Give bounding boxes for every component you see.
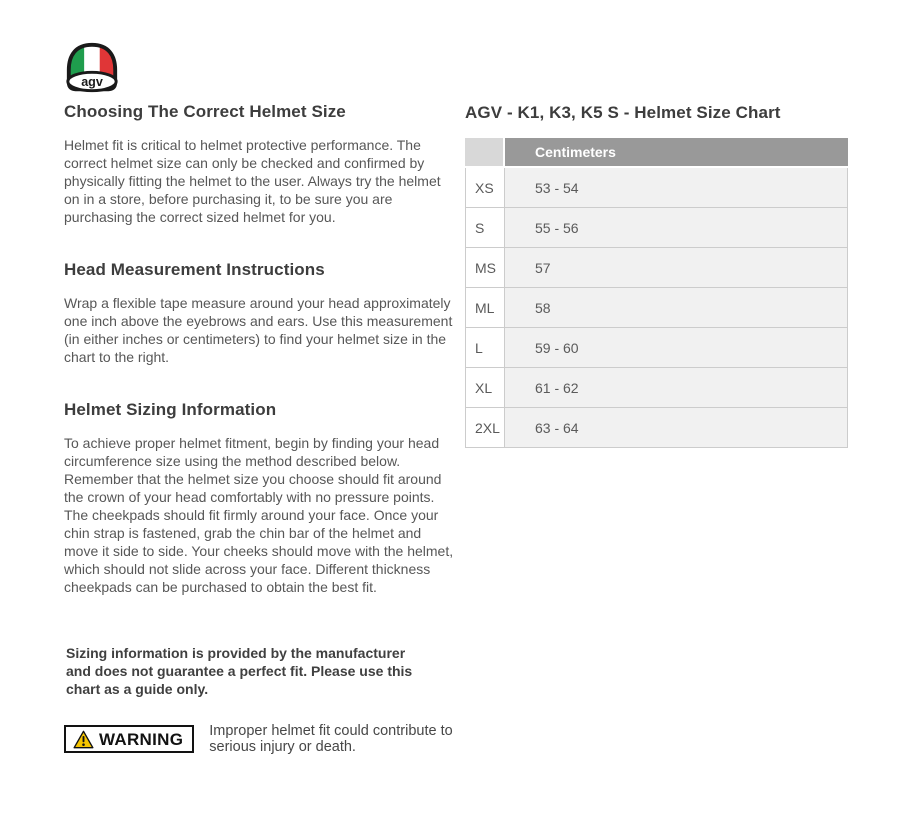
size-label: L	[465, 328, 505, 368]
size-value: 57	[505, 248, 848, 288]
agv-helmet-logo-icon	[63, 42, 121, 94]
section-body: Helmet fit is critical to helmet protective performance. The correct helmet size can only be checked and confirmed by physically fitting the helmet to the user. Always try the helmet on in a store, before purchasing it, to be sure you are purchasing the correct sized helmet for you.	[64, 137, 441, 225]
section-heading: Choosing The Correct Helmet Size	[64, 102, 346, 121]
size-value: 59 - 60	[505, 328, 848, 368]
table-row	[465, 328, 848, 368]
size-label: ML	[465, 288, 505, 328]
table-row	[465, 288, 848, 328]
size-chart-column	[465, 101, 848, 448]
size-label: S	[465, 208, 505, 248]
svg-text:agv: agv	[81, 74, 103, 89]
warning-row	[64, 723, 458, 755]
agv-logo	[63, 42, 121, 94]
warning-label: WARNING	[99, 729, 184, 749]
manufacturer-disclaimer: Sizing information is provided by the manufacturer and does not guarantee a perfect fit. Please use this chart as a guide only.	[66, 645, 413, 697]
table-row	[465, 248, 848, 288]
warning-triangle-icon	[73, 730, 94, 749]
size-value: 53 - 54	[505, 168, 848, 208]
size-label: 2XL	[465, 408, 505, 448]
size-value: 63 - 64	[505, 408, 848, 448]
section-helmet-sizing	[64, 398, 458, 596]
section-choosing-size	[64, 100, 458, 226]
size-label: MS	[465, 248, 505, 288]
size-value: 58	[505, 288, 848, 328]
centimeters-header-cell: Centimeters	[505, 138, 848, 168]
size-value: 55 - 56	[505, 208, 848, 248]
size-value: 61 - 62	[505, 368, 848, 408]
size-chart-title: AGV - K1, K3, K5 S - Helmet Size Chart	[465, 103, 781, 122]
table-row	[465, 168, 848, 208]
size-label: XL	[465, 368, 505, 408]
size-chart-table	[465, 138, 848, 448]
section-body: Wrap a flexible tape measure around your head approximately one inch above the eyebrows and ears. Use this measurement (in either inches or centimeters) to find your helmet size in the chart to the right.	[64, 295, 453, 365]
warning-badge	[64, 725, 194, 753]
table-row	[465, 368, 848, 408]
warning-text: Improper helmet fit could contribute to serious injury or death.	[209, 723, 453, 755]
section-head-measurement	[64, 258, 458, 366]
table-row	[465, 208, 848, 248]
section-heading: Helmet Sizing Information	[64, 400, 277, 419]
sizing-info-column	[64, 100, 458, 755]
size-chart-header	[465, 138, 848, 168]
section-heading: Head Measurement Instructions	[64, 260, 325, 279]
table-row	[465, 408, 848, 448]
size-label: XS	[465, 168, 505, 208]
section-body: To achieve proper helmet fitment, begin by finding your head circumference size using the method described below. Remember that the helmet size you choose should fit around the crown of your head comfortably with no pressure points. The cheekpads should fit firmly around your face. Once your chin strap is fastened, grab the chin bar of the helmet and move it side to side. Your cheeks should move with the helmet, which should not slide across your face. Different thickness cheekpads can be purchased to obtain the best fit.	[64, 435, 454, 595]
corner-header-cell	[465, 138, 505, 168]
